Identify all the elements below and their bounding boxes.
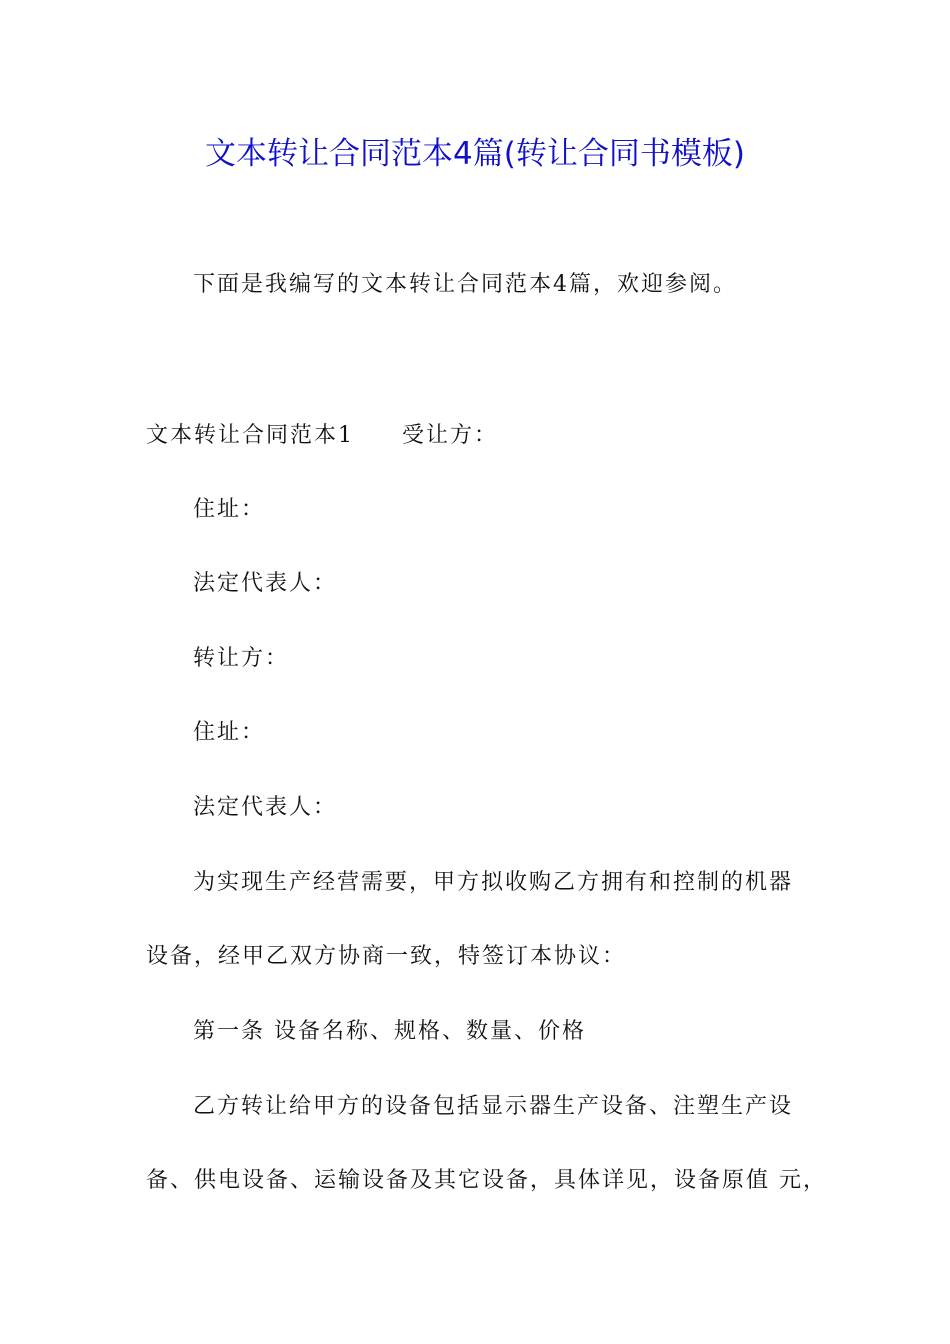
paragraph-2-line-2: 备、供电设备、运输设备及其它设备，具体详见，设备原值 元，: [146, 1168, 827, 1193]
assignee-label: 受让方：: [402, 423, 499, 448]
legal-rep-label-1: 法定代表人：: [193, 571, 338, 596]
assignor-label: 转让方：: [193, 646, 290, 671]
address-label-2: 住址：: [193, 720, 266, 745]
section-heading-line: [146, 421, 498, 451]
legal-rep-label-2: 法定代表人：: [193, 795, 338, 820]
section-heading: 文本转让合同范本1: [146, 423, 354, 448]
document-title: 文本转让合同范本4篇(转让合同书模板): [205, 136, 745, 172]
paragraph-1-line-1: 为实现生产经营需要，甲方拟收购乙方拥有和控制的机器: [193, 870, 794, 895]
address-label-1: 住址：: [193, 497, 266, 522]
article-1-heading: 第一条 设备名称、规格、数量、价格: [193, 1019, 586, 1044]
intro-text: 下面是我编写的文本转让合同范本4篇，欢迎参阅。: [193, 272, 737, 297]
paragraph-2-line-1: 乙方转让给甲方的设备包括显示器生产设备、注塑生产设: [193, 1094, 794, 1119]
paragraph-1-line-2: 设备，经甲乙双方协商一致，特签订本协议：: [146, 944, 627, 969]
